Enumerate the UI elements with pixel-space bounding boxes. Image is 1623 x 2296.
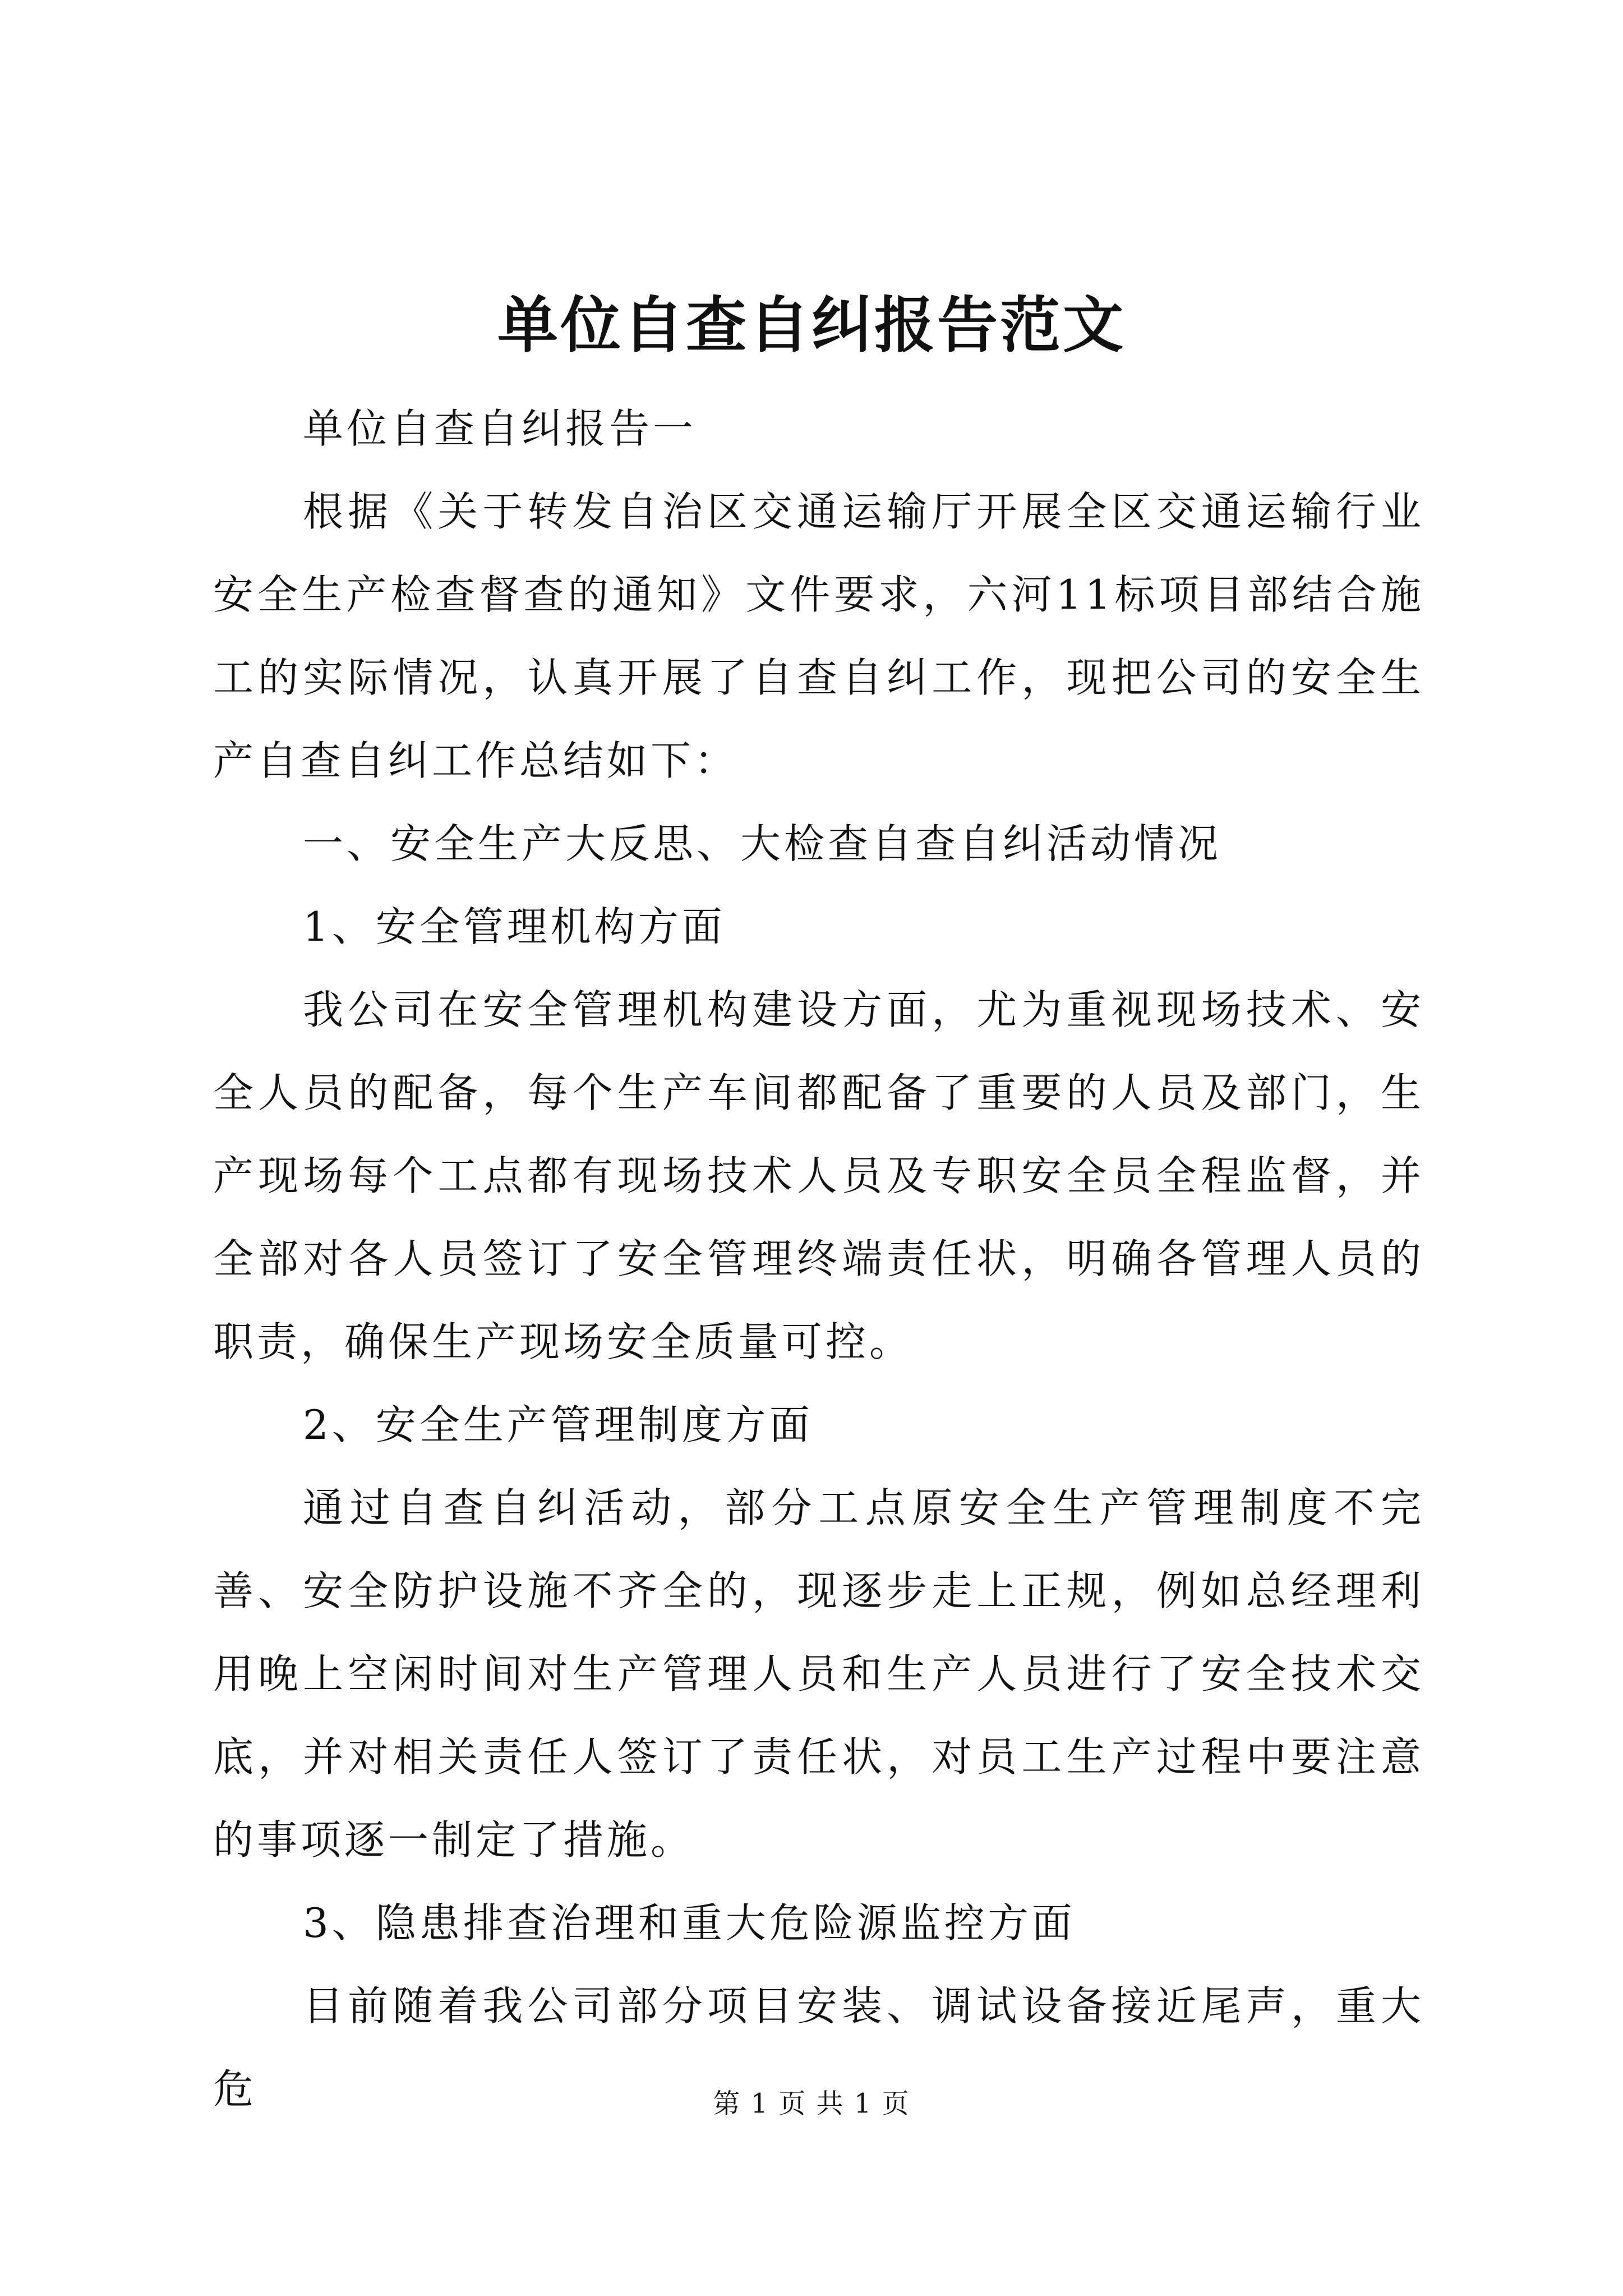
subsection-heading-2: 2、安全生产管理制度方面: [303, 1401, 813, 1448]
page-footer: 第 1 页 共 1 页: [713, 2088, 910, 2119]
subsection-heading-3: 3、隐患排查治理和重大危险源监控方面: [303, 1899, 1076, 1947]
document-body: [213, 387, 1424, 2131]
paragraph-safety-rules: 通过自查自纠活动，部分工点原安全生产管理制度不完善、安全防护设施不齐全的，现逐步走上正规，例如总经理利用晚上空闲时间对生产管理人员和生产人员进行了安全技术交底，并对相关责任人签订了责任状，对员工生产过程中要注意的事项逐一制定了措施。: [213, 1484, 1424, 1864]
paragraph-hazard-monitoring: 目前随着我公司部分项目安装、调试设备接近尾声，重大危: [213, 1982, 1424, 2113]
paragraph-intro: 根据《关于转发自治区交通运输厅开展全区交通运输行业安全生产检查督查的通知》文件要求，六河11标项目部结合施工的实际情况，认真开展了自查自纠工作，现把公司的安全生产自查自纠工作总结如下：: [213, 488, 1424, 784]
paragraph-subtitle: 单位自查自纠报告一: [303, 405, 697, 452]
section-heading-1: 一、安全生产大反思、大检查自查自纠活动情况: [303, 820, 1222, 867]
paragraph-safety-organization: 我公司在安全管理机构建设方面，尤为重视现场技术、安全人员的配备，每个生产车间都配备了重要的人员及部门，生产现场每个工点都有现场技术人员及专职安全员全程监督，并全部对各人员签订了安全管理终端责任状，明确各管理人员的职责，确保生产现场安全质量可控。: [213, 986, 1424, 1365]
subsection-heading-1: 1、安全管理机构方面: [303, 903, 726, 950]
document-title: 单位自查自纠报告范文: [497, 290, 1126, 361]
